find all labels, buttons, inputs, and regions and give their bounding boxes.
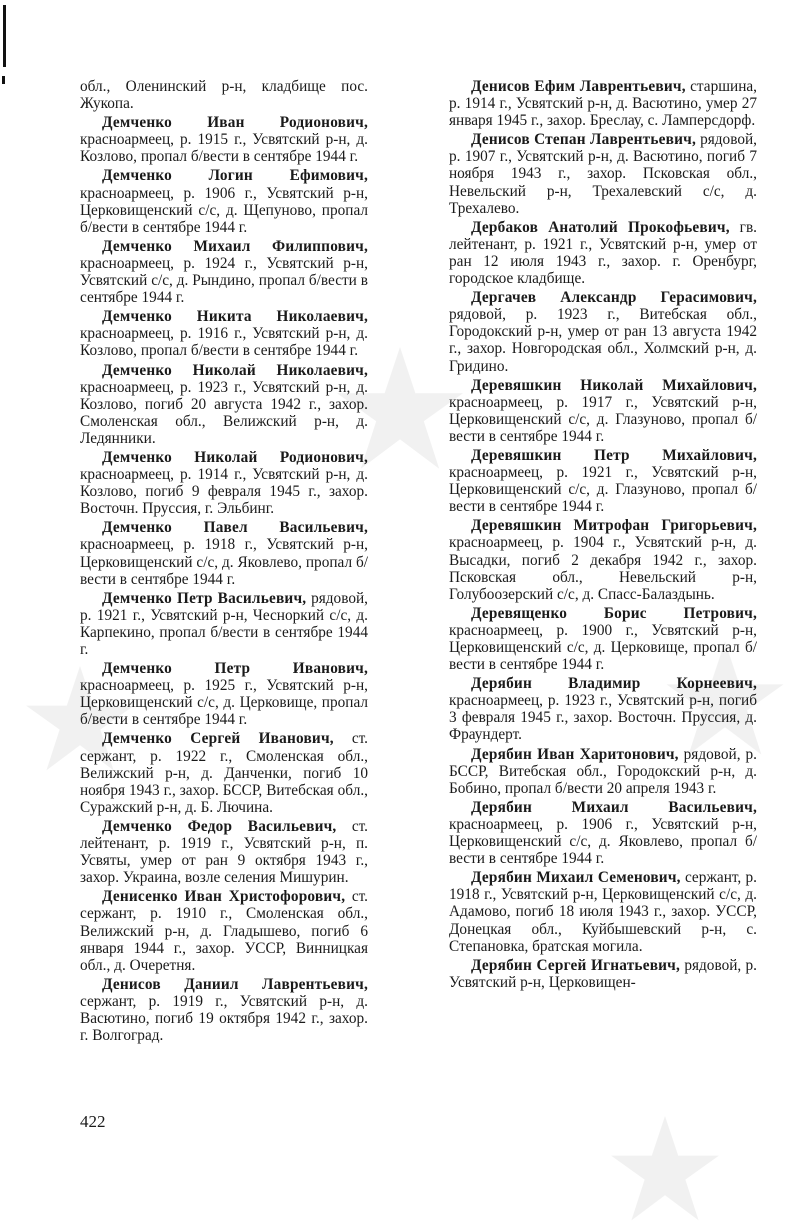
person-name: Демченко Петр Иванович,: [102, 660, 368, 678]
entry-text: красноармеец, р. 1906 г., Усвятский р-н, Церковищенский с/с, д. Щепуново, пропал б/вести в сентябре 1944 г.: [80, 184, 368, 236]
list-item: [80, 519, 368, 587]
entry-text: красноармеец, р. 1918 г., Усвятский р-н, Церковищенский с/с, д. Яковлево, пропал б/вести в сентябре 1944 г.: [80, 536, 368, 588]
right-column: [449, 78, 757, 993]
entry-text: рядовой, р. 1923 г., Витебская обл., Городокский р-н, умер от ран 13 августа 1942 г., захор. Новгородская обл., Холмский р-н, д. Гридино.: [449, 306, 757, 375]
entry-text: красноармеец, р. 1915 г., Усвятский р-н, д. Козлово, пропал б/вести в сентябре 1944 г.: [80, 131, 368, 166]
list-item: [449, 447, 757, 515]
list-item: [449, 131, 757, 216]
entry-text: красноармеец, р. 1925 г., Усвятский р-н, Церковищенский с/с, д. Церковище, пропал б/вести в сентябре 1944 г.: [80, 677, 368, 729]
entry-text: рядовой, р. 1921 г., Усвятский р-н, Чесноркий с/с, д. Карпекино, пропал б/вести в сентябре 1944 г.: [80, 589, 368, 658]
person-name: Денисов Степан Лаврентьевич,: [471, 131, 696, 149]
list-item: [80, 818, 368, 886]
entry-text: ст. лейтенант, р. 1919 г., Усвятский р-н, п. Усвяты, умер от ран 9 октября 1943 г., захор. Украина, возле селения Мишурин.: [80, 817, 368, 887]
list-item: [449, 869, 757, 954]
person-name: Денисенко Иван Христофорович,: [102, 888, 346, 906]
list-item: [80, 362, 368, 447]
list-item: [80, 78, 368, 112]
person-name: Деревяшкин Николай Михайлович,: [471, 376, 757, 394]
person-name: Деревященко Борис Петрович,: [471, 604, 757, 622]
entry-text: красноармеец, р. 1923 г., Усвятский р-н, д. Козлово, погиб 20 августа 1942 г., захор. Смоленская обл., Велижский р-н, д. Ледянники.: [80, 378, 368, 447]
person-name: Демченко Николай Николаевич,: [102, 361, 368, 379]
entry-text: красноармеец, р. 1921 г., Усвятский р-н, Церковищенский с/с, д. Глазуново, пропал б/вести в сентябре 1944 г.: [449, 464, 757, 516]
list-item: [80, 238, 368, 306]
person-name: Дербаков Анатолий Прокофьевич,: [471, 218, 730, 236]
person-name: Дерябин Михаил Васильевич,: [471, 798, 757, 816]
person-name: Демченко Николай Родионович,: [102, 448, 368, 466]
person-name: Дерябин Владимир Корнеевич,: [471, 675, 757, 693]
scan-edge-mark: [2, 76, 5, 84]
list-item: [449, 78, 757, 129]
list-item: [449, 289, 757, 374]
person-name: Демченко Павел Васильевич,: [102, 519, 368, 537]
list-item: [80, 590, 368, 658]
person-name: Деревяшкин Петр Михайлович,: [471, 446, 757, 464]
list-item: [449, 219, 757, 287]
list-item: [80, 730, 368, 815]
person-name: Демченко Логин Ефимович,: [102, 167, 368, 185]
entry-text: сержант, р. 1918 г., Усвятский р-н, Церковищенский с/с, д. Адамово, погиб 18 июля 1943 г., захор. УССР, Донецкая обл., Куйбышевский р-н, с. Степановка, братская могила.: [449, 869, 757, 955]
entry-text: обл., Оленинский р-н, кладбище пос. Жукопа.: [80, 78, 368, 113]
person-name: Демченко Никита Николаевич,: [102, 308, 368, 326]
list-item: [80, 976, 368, 1044]
person-name: Денисов Ефим Лаврентьевич,: [471, 78, 686, 95]
entry-text: красноармеец, р. 1900 г., Усвятский р-н, Церковищенский с/с, д. Церковище, пропал б/вести в сентябре 1944 г.: [449, 621, 757, 674]
list-item: [449, 605, 757, 673]
entry-text: красноармеец, р. 1916 г., Усвятский р-н, д. Козлово, пропал б/вести в сентябре 1944 г.: [80, 325, 368, 360]
list-item: [449, 746, 757, 797]
entry-text: старшина, р. 1914 г., Усвятский р-н, д. Васютино, умер 27 января 1945 г., захор. Бреслау, с. Ламперсдорф.: [449, 78, 757, 130]
list-item: [80, 167, 368, 235]
list-item: [449, 675, 757, 743]
person-name: Дерябин Сергей Игнатьевич,: [471, 956, 681, 974]
entry-text: рядовой, р. БССР, Витебская обл., Городокский р-н, д. Бобино, пропал б/вести 20 апреля 1943 г.: [449, 745, 757, 797]
entry-text: ст. сержант, р. 1922 г., Смоленская обл., Велижский р-н, д. Данченки, погиб 10 ноября 1943 г., захор. БССР, Витебская обл., Суражский р-н, д. Б. Лючина.: [80, 730, 368, 816]
list-item: [80, 660, 368, 728]
entry-text: красноармеец, р. 1924 г., Усвятский р-н, Усвятский с/с, д. Рындино, пропал б/вести в сентябре 1944 г.: [80, 254, 368, 307]
list-item: [449, 377, 757, 445]
star-logo-icon: [600, 1110, 730, 1230]
entry-text: красноармеец, р. 1904 г., Усвятский р-н, д. Высадки, погиб 2 декабря 1942 г., захор. Псковская обл., Невельский р-н, Голубоозерский с/с, д. Спасс-Балаздынь.: [449, 534, 757, 603]
entry-text: сержант, р. 1919 г., Усвятский р-н, д. Васютино, погиб 19 октября 1942 г., захор. г. Волгоград.: [80, 992, 368, 1045]
entry-text: ст. сержант, р. 1910 г., Смоленская обл., Велижский р-н, д. Гладышево, погиб 6 января 1944 г., захор. УССР, Винницкая обл., д. Очеретня.: [80, 888, 368, 974]
page-number: 422: [80, 1112, 106, 1131]
list-item: [80, 308, 368, 359]
entry-text: гв. лейтенант, р. 1921 г., Усвятский р-н, умер от ран 12 июля 1943 г., захор. г. Оренбург, городское кладбище.: [449, 218, 757, 288]
person-name: Демченко Федор Васильевич,: [102, 817, 337, 835]
entry-text: красноармеец, р. 1923 г., Усвятский р-н, погиб 3 февраля 1945 г., захор. Восточн. Пруссия, д. Фраундерт.: [449, 692, 757, 744]
person-name: Демченко Сергей Иванович,: [102, 730, 334, 748]
list-item: [449, 799, 757, 867]
list-item: [449, 957, 757, 991]
list-item: [80, 888, 368, 973]
list-item: [449, 517, 757, 602]
list-item: [80, 114, 368, 165]
person-name: Деревяшкин Митрофан Григорьевич,: [471, 517, 757, 535]
person-name: Денисов Даниил Лаврентьевич,: [102, 975, 368, 993]
entry-text: красноармеец, р. 1906 г., Усвятский р-н, Церковищенский с/с, д. Яковлево, пропал б/вести в сентябре 1944 г.: [449, 815, 757, 868]
left-column: [80, 78, 368, 1046]
person-name: Дерябин Иван Харитонович,: [471, 745, 679, 763]
scan-edge-mark: [3, 5, 6, 67]
entry-text: красноармеец, р. 1917 г., Усвятский р-н, Церковищенский с/с, д. Глазуново, пропал б/вести в сентябре 1944 г.: [449, 393, 757, 445]
person-name: Дерябин Михаил Семенович,: [471, 869, 681, 887]
person-name: Демченко Петр Васильевич,: [102, 589, 307, 607]
person-name: Демченко Иван Родионович,: [102, 114, 368, 132]
entry-text: рядовой, р. 1907 г., Усвятский р-н, д. Васютино, погиб 7 ноября 1943 г., захор. Псковская обл., Невельский р-н, Трехалевский с/с, д. Трехалево.: [449, 131, 757, 217]
list-item: [80, 449, 368, 517]
entry-text: рядовой, р. Усвятский р-н, Церковищен-: [449, 956, 757, 991]
entry-text: красноармеец, р. 1914 г., Усвятский р-н, д. Козлово, погиб 9 февраля 1945 г., захор. Восточн. Пруссия, г. Эльбинг.: [80, 466, 368, 518]
person-name: Демченко Михаил Филиппович,: [102, 237, 368, 255]
person-name: Дергачев Александр Герасимович,: [471, 289, 757, 307]
